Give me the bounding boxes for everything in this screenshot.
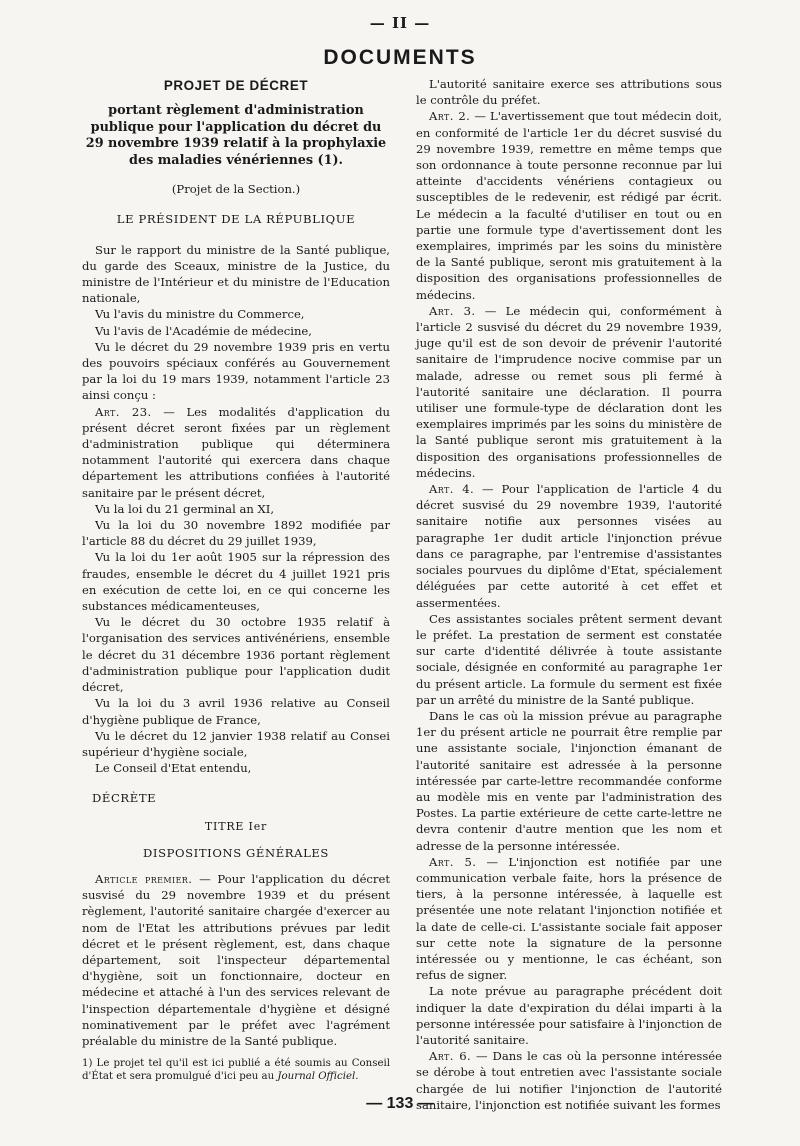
article-4: [416, 481, 722, 611]
article-text: — L'avertissement que tout médecin doit, en conformité de l'article 1er du décret susvisé du 29 novembre 1939, remettre en même temps que son ordonnance à toute personne reconnue par lui atteinte d'accidents vénériens contagieux ou susceptibles de le redevenir, est rédigé par écrit. Le médecin a la faculté d'utiliser en tout ou en partie une formule type d'avertissement dont les exemplaires, imprimés par les soins du ministère de la Santé publique, seront mis gratuitement à la disposition des organisations professionnelles de médecins.: [416, 109, 722, 302]
page-marker: — II —: [369, 14, 431, 32]
decrete-heading: DÉCRÈTE: [92, 791, 157, 806]
article-text: — Dans le cas où la personne intéressée se dérobe à tout entretien avec l'assistante sociale chargée de lui notifier l'injonction de l'autorité sanitaire, l'injonction est notifiée suivant les formes: [416, 1049, 722, 1112]
article-text: — Les modalités d'application du présent décret seront fixées par un règlement d'administration publique qui déterminera notamment l'autorité qui exercera dans chaque département les attributions confiées à l'autorité sanitaire par le présent décret,: [82, 404, 390, 500]
paragraph: Vu le décret du 12 janvier 1938 relatif au Consei supérieur d'hygiène sociale,: [82, 728, 390, 759]
paragraph: Vu la loi du 21 germinal an XI,: [95, 501, 275, 516]
article-2: [416, 108, 722, 302]
left-column: [82, 76, 390, 1083]
paragraph: La note prévue au paragraphe précédent doit indiquer la date d'expiration du délai imparti à la personne intéressée pour satisfaire à l'injonction de l'autorité sanitaire.: [416, 984, 722, 1047]
paragraph: Vu la loi du 3 avril 1936 relative au Conseil d'hygiène publique de France,: [82, 696, 390, 727]
article-text: — L'injonction est notifiée par une communication verbale faite, hors la présence de tiers, à la personne intéressée, à laquelle est présentée une note relatant l'injonction notifiée et la date de celle-ci. L'assistante sociale fait apposer sur cette note la signature de la personne intéressée ou y mentionne, le cas échéant, son refus de signer.: [416, 854, 722, 983]
footnote: [82, 1057, 390, 1083]
section-note: (Projet de la Section.): [171, 182, 301, 197]
article-lead: Art. 3.: [429, 303, 476, 318]
paragraph: Dans le cas où la mission prévue au paragraphe 1er du présent article ne pourrait être remplie par une assistante sociale, l'injonction émanant de l'autorité sanitaire est adressée à la personne intéressée par carte-lettre recommandée conforme au modèle mis en vente par l'administration des Postes. La partie extérieure de cette carte-lettre ne devra contenir d'autre mention que les nom et adresse de la personne intéressée.: [416, 708, 722, 853]
paragraph: L'autorité sanitaire exerce ses attributions sous le contrôle du préfet.: [416, 77, 722, 108]
article-1: [82, 871, 390, 1049]
section-title: DOCUMENTS: [323, 46, 477, 69]
article-lead: Art. 4.: [429, 482, 475, 497]
article-lead: Art. 6.: [429, 1049, 472, 1064]
article-lead: Art. 5.: [429, 854, 477, 869]
article-lead: Art. 23.: [95, 404, 152, 419]
paragraph: Vu la loi du 30 novembre 1892 modifiée par l'article 88 du décret du 29 juillet 1939,: [82, 518, 390, 549]
decree-title: PROJET DE DÉCRET: [163, 78, 309, 93]
paragraph: Sur le rapport du ministre de la Santé publique, du garde des Sceaux, ministre de la Justice, du ministre de l'Intérieur et du ministre de l'Education nationale,: [82, 242, 390, 306]
president-heading: LE PRÉSIDENT DE LA RÉPUBLIQUE: [116, 212, 356, 227]
paragraph: Vu l'avis de l'Académie de médecine,: [95, 323, 312, 338]
article-lead: Article premier.: [95, 871, 193, 886]
article-3: [416, 303, 722, 481]
titre-heading: TITRE Ier: [204, 819, 268, 833]
footnote-text: 1) Le projet tel qu'il est ici publié a été soumis au Conseil d'État et sera promulgué d'ici peu au: [82, 1058, 390, 1083]
article-text: — Pour l'application de l'article 4 du décret susvisé du 29 novembre 1939, l'autorité sanitaire notifie aux personnes visées au paragraphe 1er dudit article l'injonction prévue dans ce paragraphe, par l'entremise d'assistantes sociales pourvues du diplôme d'Etat, spécialement déléguées par cette autorité à cet effet et assermentées.: [416, 482, 722, 610]
article-5: [416, 854, 722, 984]
paragraph: Vu le décret du 30 octobre 1935 relatif à l'organisation des services antivénériens, ensemble le décret du 31 décembre 1936 portant règlement d'administration publique pour l'application dudit décret,: [82, 615, 390, 695]
article-23: [82, 404, 390, 501]
right-column: [416, 76, 722, 1113]
decree-subtitle: portant règlement d'administration publique pour l'application du décret du 29 novembre 1939 relatif à la prophylaxie des maladies vénériennes (1).: [85, 103, 387, 168]
paragraph: Le Conseil d'Etat entendu,: [95, 761, 252, 776]
dispositions-heading: DISPOSITIONS GÉNÉRALES: [143, 845, 329, 860]
article-text: — Pour l'application du décret susvisé du 29 novembre 1939 et du présent règlement, l'autorité sanitaire chargée d'exercer au nom de l'Etat les attributions prévues par ledit décret et le présent règlement, est, dans chaque département, soit l'inspecteur départemental d'hygiène, soit un fonctionnaire, docteur en médecine et attaché à l'un des services relevant de l'inspection départementale d'hygiène et désigné nominativement par le préfet avec l'agrément préalable du ministre de la Santé publique.: [82, 871, 390, 1048]
article-lead: Art. 2.: [429, 109, 471, 124]
page-number: — 133 —: [366, 1095, 434, 1112]
article-text: — Le médecin qui, conformément à l'article 2 susvisé du décret du 29 novembre 1939, juge qu'il est de son devoir de prévenir l'autorité sanitaire de l'imprudence nocive commise par un malade, adresse ou remet sous pli fermé à l'autorité sanitaire une déclaration. Il pourra utiliser une formule-type de déclaration dont les exemplaires imprimés par les soins du ministère de la Santé publique seront mis gratuitement à la disposition des organisations professionnelles de médecins.: [416, 303, 723, 480]
paragraph: Vu le décret du 29 novembre 1939 pris en vertu des pouvoirs spéciaux conférés au Gouvernement par la loi du 19 mars 1939, notamment l'article 23 ainsi conçu :: [82, 339, 390, 403]
paragraph: Vu la loi du 1er août 1905 sur la répression des fraudes, ensemble le décret du 4 juillet 1921 pris en exécution de cette loi, en ce qui concerne les substances médicamenteuses,: [82, 550, 390, 614]
paragraph: Ces assistantes sociales prêtent serment devant le préfet. La prestation de serment est constatée sur carte d'identité délivrée à toute assistante sociale, désignée en conformité au paragraphe 1er du présent article. La formule du serment est fixée par un arrêté du ministre de la Santé publique.: [416, 611, 722, 707]
paragraph: Vu l'avis du ministre du Commerce,: [95, 307, 305, 322]
footnote-journal: Journal Officiel.: [277, 1071, 359, 1083]
